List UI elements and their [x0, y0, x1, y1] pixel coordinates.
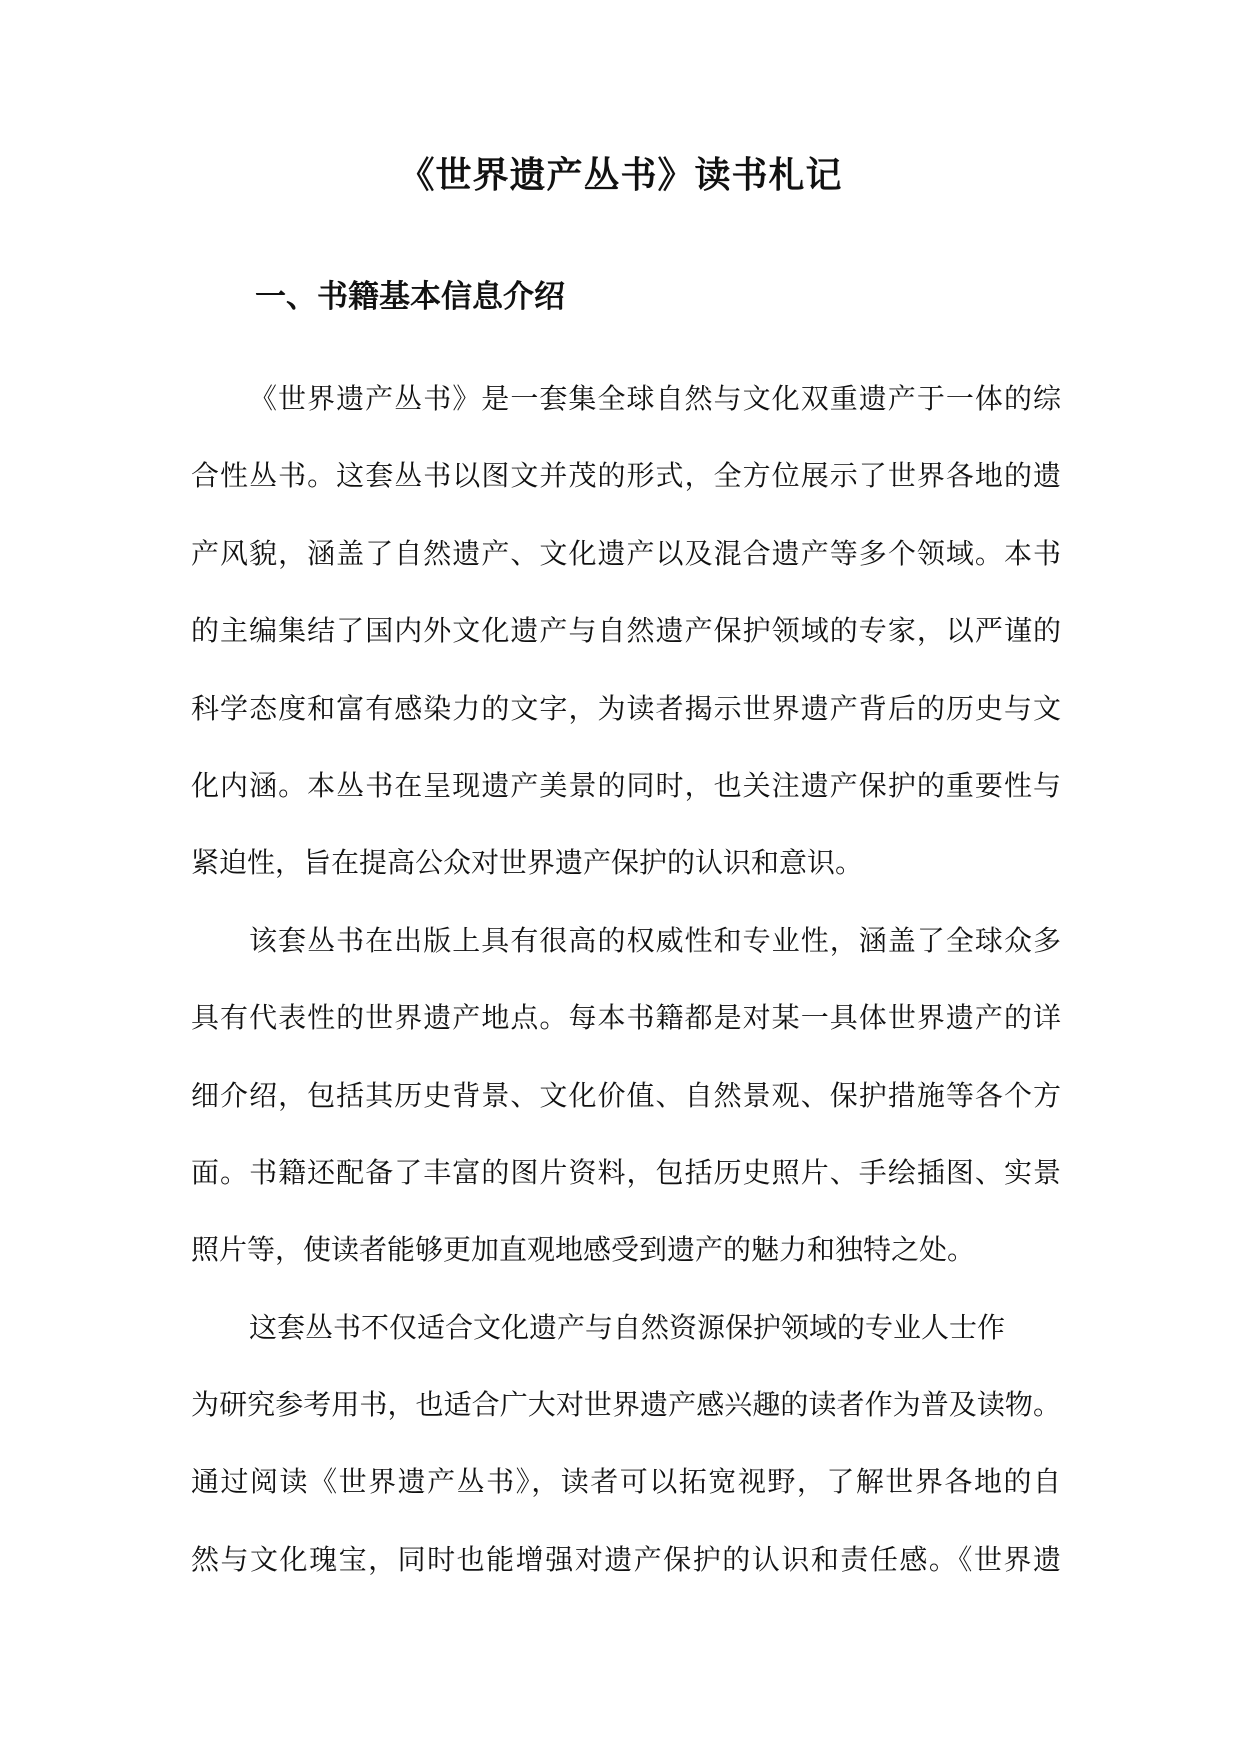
paragraph-line: 照片等，使读者能够更加直观地感受到遗产的魅力和独特之处。: [191, 1233, 976, 1267]
paragraph-line: 细介绍，包括其历史背景、文化价值、自然景观、保护措施等各个方: [191, 1078, 1061, 1112]
paragraph-line: 化内涵。本丛书在呈现遗产美景的同时，也关注遗产保护的重要性与: [191, 768, 1061, 802]
paragraph-line: 这套丛书不仅适合文化遗产与自然资源保护领域的专业人士作: [249, 1310, 1006, 1344]
paragraph-line: 面。书籍还配备了丰富的图片资料，包括历史照片、手绘插图、实景: [191, 1155, 1061, 1189]
paragraph-line: 产风貌，涵盖了自然遗产、文化遗产以及混合遗产等多个领域。本书: [191, 536, 1061, 570]
paragraph-line: 的主编集结了国内外文化遗产与自然遗产保护领域的专家，以严谨的: [191, 614, 1061, 648]
document-title: 《世界遗产丛书》读书札记: [398, 154, 843, 196]
paragraph-line: 该套丛书在出版上具有很高的权威性和专业性，涵盖了全球众多: [249, 923, 1061, 957]
paragraph-line: 具有代表性的世界遗产地点。每本书籍都是对某一具体世界遗产的详: [191, 1001, 1061, 1035]
paragraph-line: 科学态度和富有感染力的文字，为读者揭示世界遗产背后的历史与文: [191, 691, 1061, 725]
paragraph-line: 紧迫性，旨在提高公众对世界遗产保护的认识和意识。: [191, 846, 864, 880]
paragraph-line: 通过阅读《世界遗产丛书》，读者可以拓宽视野，了解世界各地的自: [191, 1465, 1061, 1499]
paragraph-line: 合性丛书。这套丛书以图文并茂的形式，全方位展示了世界各地的遗: [191, 459, 1061, 493]
section-heading: 一、书籍基本信息介绍: [255, 279, 565, 315]
paragraph-line: 为研究参考用书，也适合广大对世界遗产感兴趣的读者作为普及读物。: [191, 1388, 1061, 1422]
paragraph-line: 《世界遗产丛书》是一套集全球自然与文化双重遗产于一体的综: [249, 382, 1061, 415]
paragraph-line: 然与文化瑰宝，同时也能增强对遗产保护的认识和责任感。《世界遗: [191, 1542, 1061, 1576]
body-text: [191, 360, 1061, 1598]
